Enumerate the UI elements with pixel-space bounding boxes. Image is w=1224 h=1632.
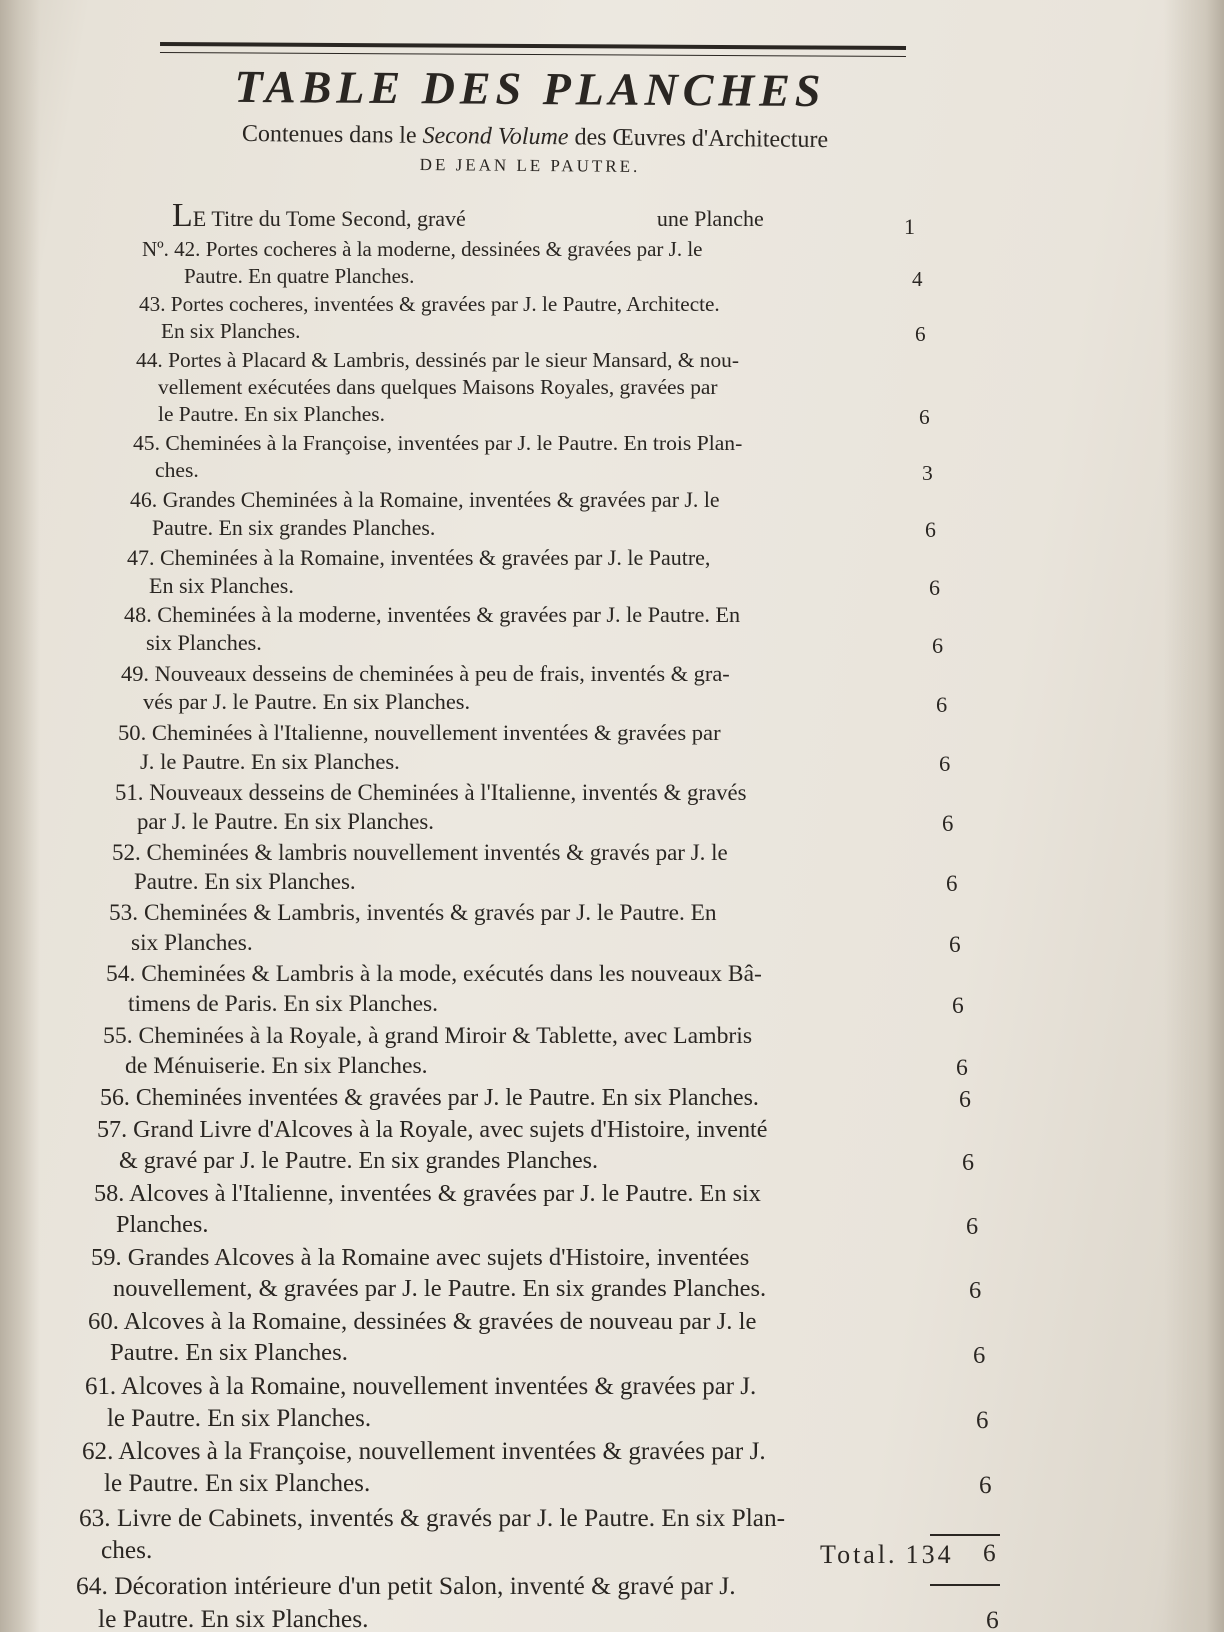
plate-count: 6: [946, 871, 958, 896]
author-line: DE JEAN LE PAUTRE.: [419, 155, 641, 176]
plate-description: Grand Livre d'Alcoves à la Royale, avec sujets d'Histoire, inventé: [133, 1117, 768, 1143]
entry-continuation-line: de Ménuiserie. En six Planches.: [125, 1053, 428, 1079]
plate-count: 6: [979, 1472, 992, 1499]
plate-entry: [124, 601, 740, 657]
plate-entry: [79, 1502, 785, 1566]
entry-first-line: [76, 1569, 736, 1602]
plate-count: 6: [966, 1213, 979, 1240]
plate-count: 6: [976, 1407, 989, 1434]
plate-entry: [82, 1436, 766, 1500]
plate-description: Cheminées & lambris nouvellement inventés & gravés par J. le: [146, 840, 728, 865]
entry-first-line: [124, 601, 740, 629]
plate-entry: [133, 430, 742, 484]
intro-tail: une Planche: [656, 206, 764, 231]
plate-description: Alcoves à la Romaine, dessinées & gravées de nouveau par J. le: [123, 1308, 757, 1335]
plate-number: 48.: [124, 602, 152, 627]
plate-description: Portes cocheres à la moderne, dessinées & gravées par J. le: [205, 237, 703, 261]
plate-count: 6: [942, 811, 954, 836]
plate-description: Décoration intérieure d'un petit Salon, inventé & gravé par J.: [114, 1571, 736, 1600]
total-label: Total.: [820, 1540, 898, 1569]
plate-description: Cheminées & Lambris à la mode, exécutés dans les nouveaux Bâ-: [141, 961, 762, 987]
entry-first-line: [133, 430, 742, 457]
entry-continuation-line: & gravé par J. le Pautre. En six grandes Planches.: [119, 1148, 599, 1174]
plate-count: 6: [973, 1342, 986, 1369]
entry-first-line: [100, 1083, 759, 1113]
plate-entry: [118, 718, 721, 776]
plate-number: 51.: [115, 780, 144, 805]
plate-count: 6: [986, 1605, 999, 1632]
entry-first-line: [127, 544, 710, 572]
plate-description: Alcoves à la Françoise, nouvellement inventées & gravées par J.: [118, 1438, 766, 1465]
entry-first-line: [142, 236, 703, 263]
plate-number: Nº. 42.: [142, 237, 201, 261]
plate-number: 59.: [91, 1244, 122, 1271]
entry-first-line: [91, 1242, 766, 1273]
plate-description: Cheminées à la Royale, à grand Miroir & Tablette, avec Lambris: [138, 1023, 753, 1049]
plate-count: 6: [956, 1055, 968, 1081]
plate-number: 43.: [139, 292, 166, 316]
plate-description: Alcoves à la Romaine, nouvellement inventées & gravées par J.: [120, 1373, 757, 1400]
plate-number: 57.: [97, 1117, 128, 1143]
plate-entry: [142, 236, 703, 290]
entry-continuation-line: ches.: [155, 458, 199, 482]
subtitle-post: des Œuvres d'Architecture: [574, 124, 829, 154]
entry-continuation-line: Pautre. En six Planches.: [110, 1339, 348, 1366]
plate-count: 6: [962, 1150, 975, 1176]
entry-first-line: [97, 1115, 767, 1146]
plate-description: Nouveaux desseins de cheminées à peu de frais, inventés & gra-: [154, 661, 730, 686]
plate-entry: [85, 1371, 756, 1435]
plate-number: 47.: [127, 545, 155, 570]
plate-count: 6: [929, 575, 940, 600]
entry-continuation-line: six Planches.: [131, 930, 253, 956]
plate-entry: [91, 1242, 766, 1304]
plate-description: Cheminées inventées & gravées par J. le Pautre. En six Planches.: [135, 1085, 759, 1111]
entry-continuation-line: par J. le Pautre. En six Planches.: [137, 809, 434, 834]
plate-number: 61.: [85, 1373, 117, 1400]
plate-entry: [115, 778, 747, 836]
plate-count: 6: [952, 993, 964, 1019]
entry-first-line: [118, 718, 721, 747]
plate-entry: [103, 1021, 752, 1081]
entry-first-line: [136, 347, 739, 374]
plate-description: Nouveaux desseins de Cheminées à l'Italienne, inventés & gravés: [149, 780, 747, 805]
entry-continuation-line: timens de Paris. En six Planches.: [128, 991, 439, 1017]
entry-continuation-line: vellement exécutées dans quelques Maisons Royales, gravées par: [158, 375, 718, 399]
entry-first-line: [130, 486, 720, 514]
entry-continuation-line: En six Planches.: [149, 573, 294, 598]
entry-continuation-line: Pautre. En quatre Planches.: [184, 264, 415, 288]
plate-entry: [109, 898, 717, 958]
plate-description: Grandes Alcoves à la Romaine avec sujets d'Histoire, inventées: [127, 1244, 750, 1271]
plate-entry: [139, 291, 720, 345]
plate-number: 56.: [100, 1085, 130, 1111]
plate-entry: [100, 1083, 759, 1113]
plate-entry: [94, 1178, 761, 1240]
entry-continuation-line: Pautre. En six grandes Planches.: [152, 516, 436, 540]
plate-count: 6: [969, 1277, 982, 1304]
total-rule-top: [930, 1534, 1000, 1536]
plate-description: Alcoves à l'Italienne, inventées & gravées par J. le Pautre. En six: [129, 1180, 761, 1207]
intro-count: 1: [904, 214, 915, 239]
plate-description: Cheminées à la Françoise, inventées par J. le Pautre. En trois Plan-: [165, 431, 743, 455]
plate-number: 60.: [88, 1308, 119, 1335]
entry-first-line: [112, 838, 728, 867]
plate-count: 6: [919, 405, 930, 429]
entry-first-line: [103, 1021, 752, 1051]
plate-description: Cheminées à l'Italienne, nouvellement inventées & gravées par: [151, 720, 721, 745]
entry-first-line: [121, 660, 730, 688]
plate-count: 4: [912, 267, 923, 291]
plate-description: Livre de Cabinets, inventés & gravés par J. le Pautre. En six Plan-: [116, 1504, 786, 1532]
plate-description: Cheminées & Lambris, inventés & gravés par J. le Pautre. En: [143, 900, 717, 926]
plate-number: 52.: [112, 840, 141, 865]
entry-continuation-line: En six Planches.: [161, 319, 301, 343]
total-value: 134: [905, 1540, 954, 1569]
entry-first-line: [79, 1502, 785, 1534]
plate-description: Grandes Cheminées à la Romaine, inventées & gravées par J. le: [162, 488, 720, 512]
entry-first-line: [139, 291, 720, 318]
entry-first-line: [115, 778, 747, 807]
intro-entry: [172, 197, 764, 234]
entry-continuation-line: vés par J. le Pautre. En six Planches.: [143, 689, 471, 714]
plate-entry: [136, 347, 739, 428]
page-title: TABLE DES PLANCHES: [234, 60, 826, 117]
plate-number: 44.: [136, 348, 163, 372]
plate-entry: [127, 544, 710, 600]
entry-continuation-line: le Pautre. En six Planches.: [98, 1604, 369, 1632]
plate-number: 64.: [76, 1571, 108, 1600]
entry-first-line: [94, 1178, 761, 1209]
total-line: [820, 1540, 954, 1570]
plate-count: 3: [922, 461, 933, 485]
entry-first-line: [106, 959, 762, 989]
entry-continuation-line: Pautre. En six Planches.: [134, 869, 356, 894]
entry-continuation-line: J. le Pautre. En six Planches.: [140, 749, 400, 774]
subtitle-volume: Second Volume: [422, 122, 569, 151]
plate-entry: [76, 1569, 736, 1632]
entry-continuation-line: le Pautre. En six Planches.: [158, 402, 385, 426]
plate-entry: [121, 660, 730, 716]
dropcap: L: [172, 197, 193, 234]
plate-number: 55.: [103, 1023, 133, 1049]
plate-description: Cheminées à la moderne, inventées & gravées par J. le Pautre. En: [157, 602, 741, 627]
plate-count: 6: [936, 692, 948, 717]
plate-count: 6: [915, 322, 926, 346]
plate-number: 63.: [79, 1504, 111, 1532]
plate-number: 54.: [106, 961, 136, 987]
plate-entry: [112, 838, 728, 896]
plate-number: 45.: [133, 431, 160, 455]
plate-count: 6: [983, 1539, 996, 1567]
entry-continuation-line: ches.: [101, 1536, 153, 1564]
plate-description: Portes cocheres, inventées & gravées par J. le Pautre, Architecte.: [170, 292, 720, 316]
plate-number: 58.: [94, 1180, 125, 1207]
entry-continuation-line: le Pautre. En six Planches.: [104, 1470, 371, 1497]
plate-entry: [130, 486, 720, 542]
plate-number: 53.: [109, 900, 139, 926]
subtitle-pre: Contenues dans le: [241, 120, 417, 149]
plate-description: Portes à Placard & Lambris, dessinés par le sieur Mansard, & nou-: [168, 348, 739, 372]
entry-first-line: [109, 898, 717, 928]
plate-number: 50.: [118, 720, 147, 745]
entry-continuation-line: six Planches.: [146, 630, 262, 655]
plate-count: 6: [932, 633, 944, 658]
plate-count: 6: [959, 1087, 971, 1113]
plate-number: 49.: [121, 661, 149, 686]
plate-entry: [97, 1115, 767, 1177]
plate-entry: [106, 959, 762, 1019]
total-rule-bottom: [930, 1584, 1000, 1586]
entry-first-line: [85, 1371, 756, 1403]
intro-text: E Titre du Tome Second, gravé: [192, 206, 466, 231]
entry-continuation-line: nouvellement, & gravées par J. le Pautre. En six grandes Planches.: [113, 1275, 767, 1302]
entry-continuation-line: le Pautre. En six Planches.: [107, 1405, 372, 1432]
plate-count: 6: [939, 751, 951, 776]
plate-count: 6: [949, 932, 961, 958]
plate-description: Cheminées à la Romaine, inventées & gravées par J. le Pautre,: [160, 545, 711, 570]
plate-entry: [88, 1306, 756, 1368]
entry-first-line: [82, 1436, 766, 1468]
entry-first-line: [88, 1306, 756, 1337]
plate-number: 62.: [82, 1438, 114, 1465]
plate-count: 6: [925, 518, 936, 542]
plate-number: 46.: [130, 488, 158, 512]
entry-continuation-line: Planches.: [116, 1211, 209, 1238]
